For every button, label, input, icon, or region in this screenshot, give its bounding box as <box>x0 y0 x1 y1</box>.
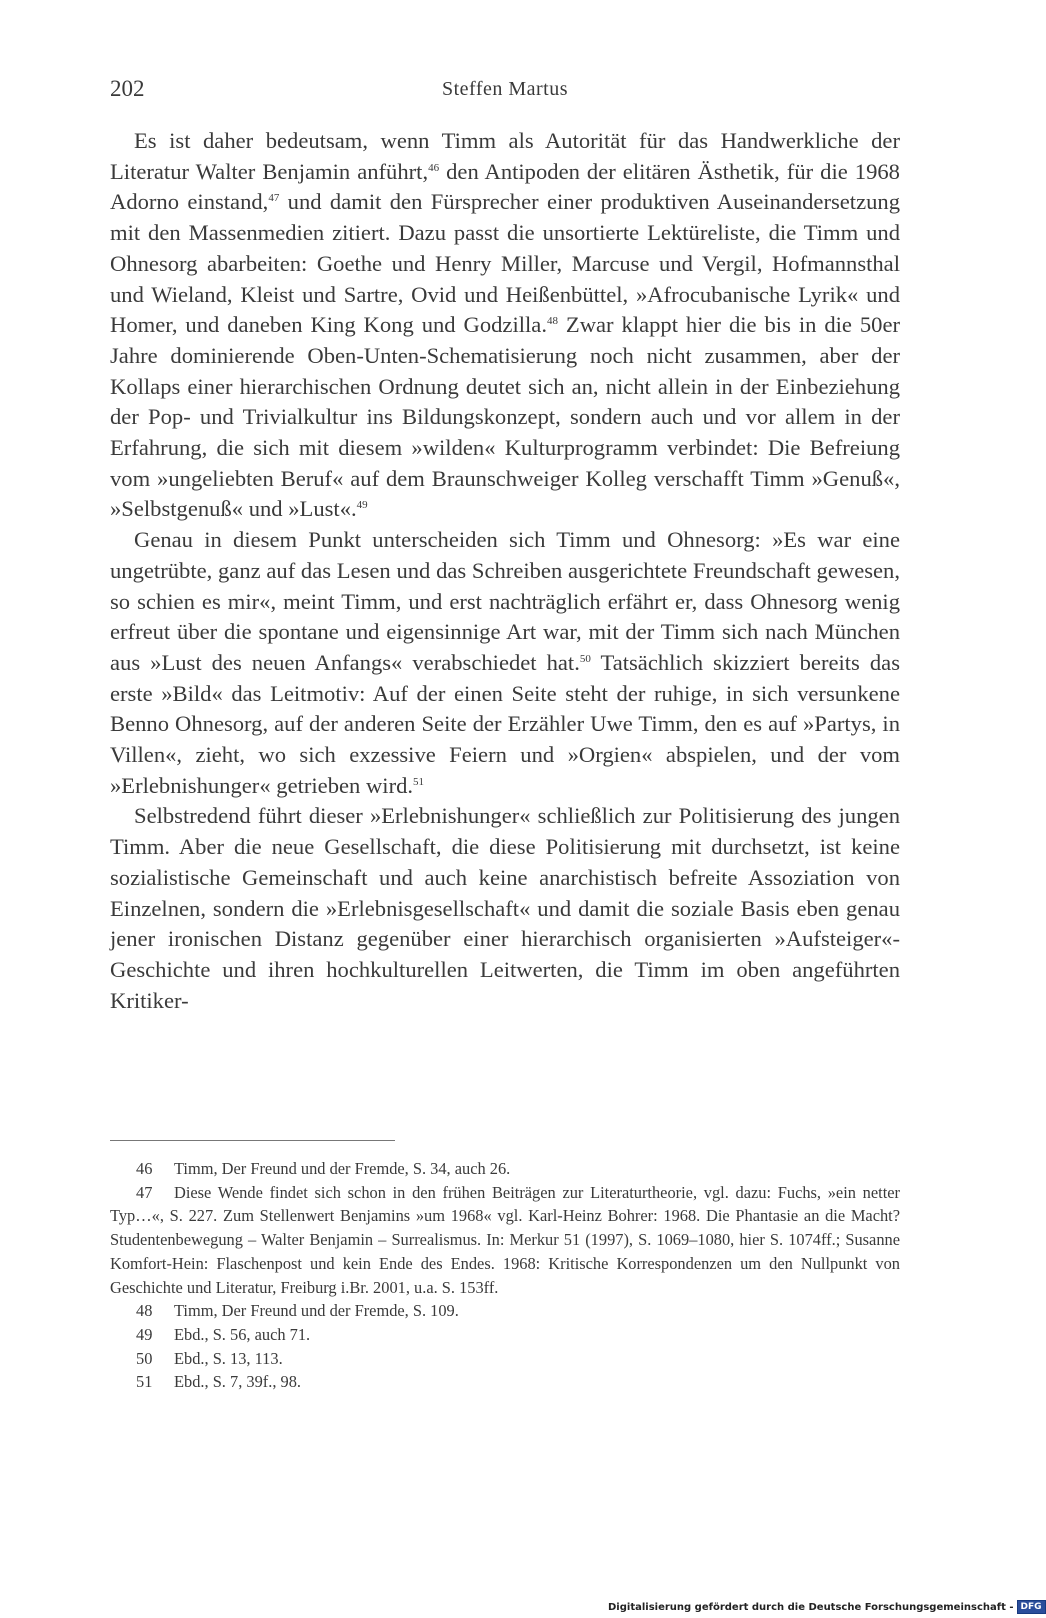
footnote-number: 47 <box>136 1182 153 1202</box>
footnote-number: 49 <box>136 1324 153 1344</box>
footnote-ref: 46 <box>428 161 440 174</box>
text-run: Selbstredend führt dieser »Erlebnishunger« schließlich zur Politisierung des jungen Timm. Aber die neue Gesellschaft, die diese Politisierung mit durchsetzt, ist keine sozialistische Gemeinschaft und auch keine anarchistisch befreite Assoziation von Einzelnen, sondern die »Erlebnisgesellschaft« und damit die soziale Basis eben genau jener ironischen Distanz gegenüber einer hierarchisch organisierten »Aufsteiger«-Geschichte und ihren hochkulturellen Leitwerten, die Timm im oben angeführten Kritiker- <box>110 803 900 1013</box>
footnote-number: 46 <box>136 1159 153 1178</box>
footnote-text: Diese Wende findet sich schon in den frühen Beiträgen zur Literaturtheorie, vgl. dazu: Fuchs, »ein netter Typ…«, S. 227. Zum Stellenwert Benjamins »um 1968« vgl. Karl-Heinz Bohrer: 1968. Die Phantasie an die Macht? Studentenbewegung – Walter Benjamin – Surrealismus. In: Merkur 51 (1997), S. 1069–1080, hier S. 1074ff.; Susanne Komfort-Hein: Flaschenpost und kein Ende des Endes. 1968: Kritische Korrespondenzen um den Nullpunkt von Geschichte und Literatur, Freiburg i.Br. 2001, u.a. S. 153ff. <box>110 1182 900 1297</box>
text-run: den Antipoden der elitären Ästhetik, für die 1968 Adorno einstand, <box>110 158 900 215</box>
paragraph-3 <box>110 801 900 1016</box>
running-title: Steffen Martus <box>441 78 569 100</box>
paragraph-2 <box>110 525 900 801</box>
paragraph-1 <box>110 126 900 525</box>
footnote <box>110 1157 900 1181</box>
footnote <box>110 1299 900 1323</box>
footnote-ref: 50 <box>579 652 591 665</box>
footnote <box>110 1323 900 1347</box>
footnotes <box>110 1157 900 1394</box>
footnote <box>110 1347 900 1371</box>
text-run: Genau in diesem Punkt unterscheiden sich Timm und Ohnesorg: »Es war eine ungetrübte, ganz auf das Lesen und das Schreiben ausgerichtete Freundschaft gewesen, so schien es mir«, meint Timm, und erst nachträglich erfährt er, dass Ohnesorg wenig erfreut über die spontane und eigensinnige Art war, mit der Timm sich nach München aus »Lust des neuen Anfangs« verabschiedet hat. <box>110 527 900 675</box>
footnote-ref: 49 <box>356 499 368 512</box>
footnote <box>110 1370 900 1394</box>
footnote-text: Timm, Der Freund und der Fremde, S. 109. <box>174 1301 459 1321</box>
page-header <box>110 76 900 110</box>
footnote-number: 51 <box>136 1372 153 1392</box>
footnote-ref: 48 <box>546 315 558 328</box>
footnote-separator <box>110 1140 395 1141</box>
credit-text: Digitalisierung gefördert durch die Deutsche Forschungsgemeinschaft - <box>608 1601 1014 1613</box>
footnote-text: Ebd., S. 13, 113. <box>174 1348 283 1368</box>
footnote-number: 48 <box>136 1301 153 1321</box>
dfg-logo: DFG <box>1017 1600 1046 1614</box>
footnote-number: 50 <box>136 1348 153 1368</box>
footnote-text: Timm, Der Freund und der Fremde, S. 34, auch 26. <box>174 1159 511 1178</box>
page-number: 202 <box>110 76 145 101</box>
text-run: Zwar klappt hier die bis in die 50er Jahre dominierende Oben-Unten-Schematisierung noch nicht zusammen, aber der Kollaps einer hierarchischen Ordnung deutet sich an, nicht allein in der Einbeziehung der Pop- und Trivialkultur ins Bildungskonzept, sondern auch und vor allem in der Erfahrung, die sich mit diesem »wilden« Kulturprogramm verbindet: Die Befreiung vom »ungeliebten Beruf« auf dem Braunschweiger Kolleg verschafft Timm »Genuß«, »Selbstgenuß« und »Lust«. <box>110 312 901 522</box>
text-run: und damit den Fürsprecher einer produktiven Auseinandersetzung mit den Massenmedien zitiert. Dazu passt die unsortierte Lektüreliste, die Timm und Ohnesorg abarbeiten: Goethe und Henry Miller, Marcuse und Vergil, Hofmannsthal und Wieland, Kleist und Sartre, Ovid und Heißenbüttel, »Afrocubanische Lyrik« und Homer, und daneben King Kong und Godzilla. <box>110 189 900 338</box>
footnote-ref: 47 <box>268 192 280 205</box>
footnote <box>110 1181 900 1300</box>
text-run: Tatsächlich skizziert bereits das erste »Bild« das Leitmotiv: Auf der einen Seite steht der ruhige, in sich versunkene Benno Ohnesorg, auf der anderen Seite der Erzähler Uwe Timm, den es auf »Partys, in Villen«, zieht, wo sich exzessive Feiern und »Orgien« abspielen, und der vom »Erlebnishunger« getrieben wird. <box>110 649 900 798</box>
footnote-ref: 51 <box>413 775 425 788</box>
main-text <box>110 126 900 1016</box>
text-run: Es ist daher bedeutsam, wenn Timm als Autorität für das Handwerkliche der Literatur Walter Benjamin anführt, <box>110 128 900 184</box>
digitization-credit <box>608 1598 1046 1616</box>
footnote-text: Ebd., S. 56, auch 71. <box>174 1324 311 1344</box>
footnote-text: Ebd., S. 7, 39f., 98. <box>174 1372 302 1392</box>
